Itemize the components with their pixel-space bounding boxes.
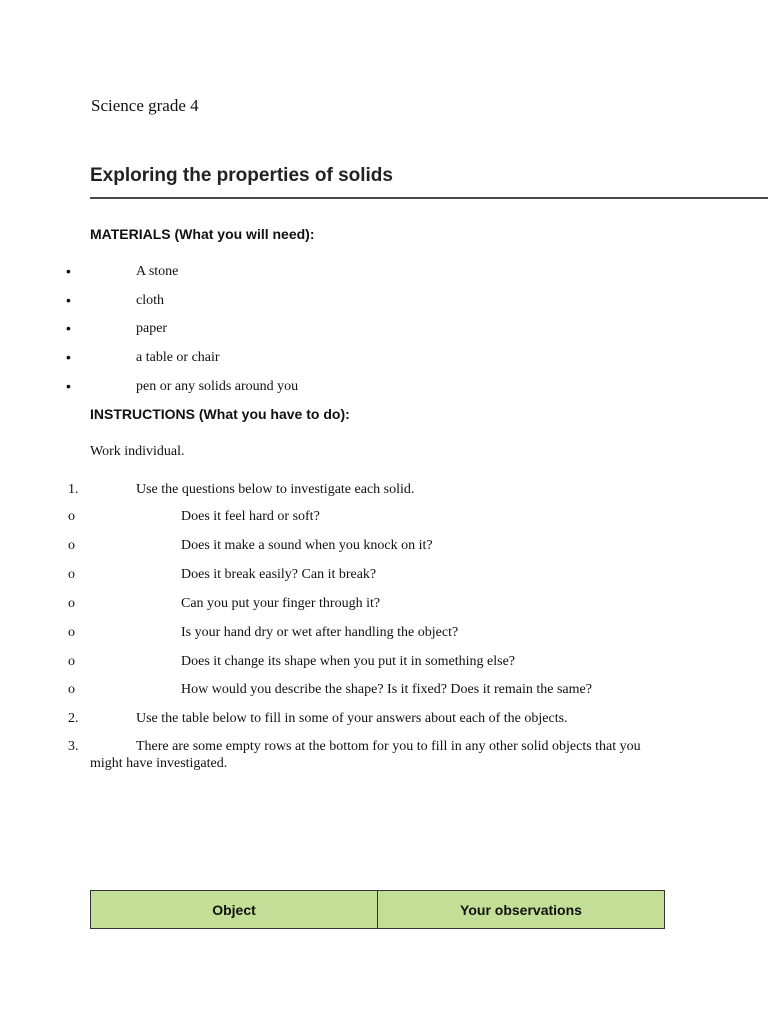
question-item: Does it break easily? Can it break? (181, 567, 377, 582)
bullet-icon: • (66, 320, 71, 336)
materials-item: a table or chair (136, 350, 220, 365)
materials-heading: MATERIALS (What you will need): (90, 226, 315, 242)
sub-bullet-icon: o (68, 538, 75, 553)
page-title: Exploring the properties of solids (90, 165, 393, 186)
step-number: 1. (68, 482, 79, 497)
bullet-icon: • (66, 349, 71, 365)
sub-bullet-icon: o (68, 682, 75, 697)
step-text: Use the questions below to investigate each solid. (136, 482, 415, 497)
step-text: There are some empty rows at the bottom for you to fill in any other solid objects that you might have investigated. (90, 739, 641, 771)
question-item: Does it make a sound when you knock on it? (181, 538, 433, 553)
sub-bullet-icon: o (68, 625, 75, 640)
question-item: Does it feel hard or soft? (181, 509, 320, 524)
materials-item: paper (136, 321, 168, 336)
title-divider (90, 197, 768, 199)
table-header-row (91, 891, 665, 929)
step-number: 2. (68, 711, 79, 726)
sub-bullet-icon: o (68, 654, 75, 669)
column-header-observations: Your observations (378, 891, 665, 929)
question-item: Is your hand dry or wet after handling the object? (181, 625, 459, 640)
question-item: Does it change its shape when you put it in something else? (181, 654, 515, 669)
sub-bullet-icon: o (68, 509, 75, 524)
question-item: How would you describe the shape? Is it fixed? Does it remain the same? (181, 682, 592, 697)
bullet-icon: • (66, 378, 71, 394)
step-text: Use the table below to fill in some of your answers about each of the objects. (136, 711, 568, 726)
step-number: 3. (68, 739, 79, 754)
question-item: Can you put your finger through it? (181, 596, 381, 611)
materials-item: pen or any solids around you (136, 379, 299, 394)
column-header-object: Object (91, 891, 378, 929)
work-note: Work individual. (90, 444, 185, 459)
subject-label: Science grade 4 (91, 96, 199, 115)
bullet-icon: • (66, 263, 71, 279)
sub-bullet-icon: o (68, 567, 75, 582)
instructions-heading: INSTRUCTIONS (What you have to do): (90, 406, 350, 422)
sub-bullet-icon: o (68, 596, 75, 611)
materials-item: cloth (136, 293, 164, 308)
observations-table (90, 890, 665, 929)
materials-item: A stone (136, 264, 179, 279)
bullet-icon: • (66, 292, 71, 308)
